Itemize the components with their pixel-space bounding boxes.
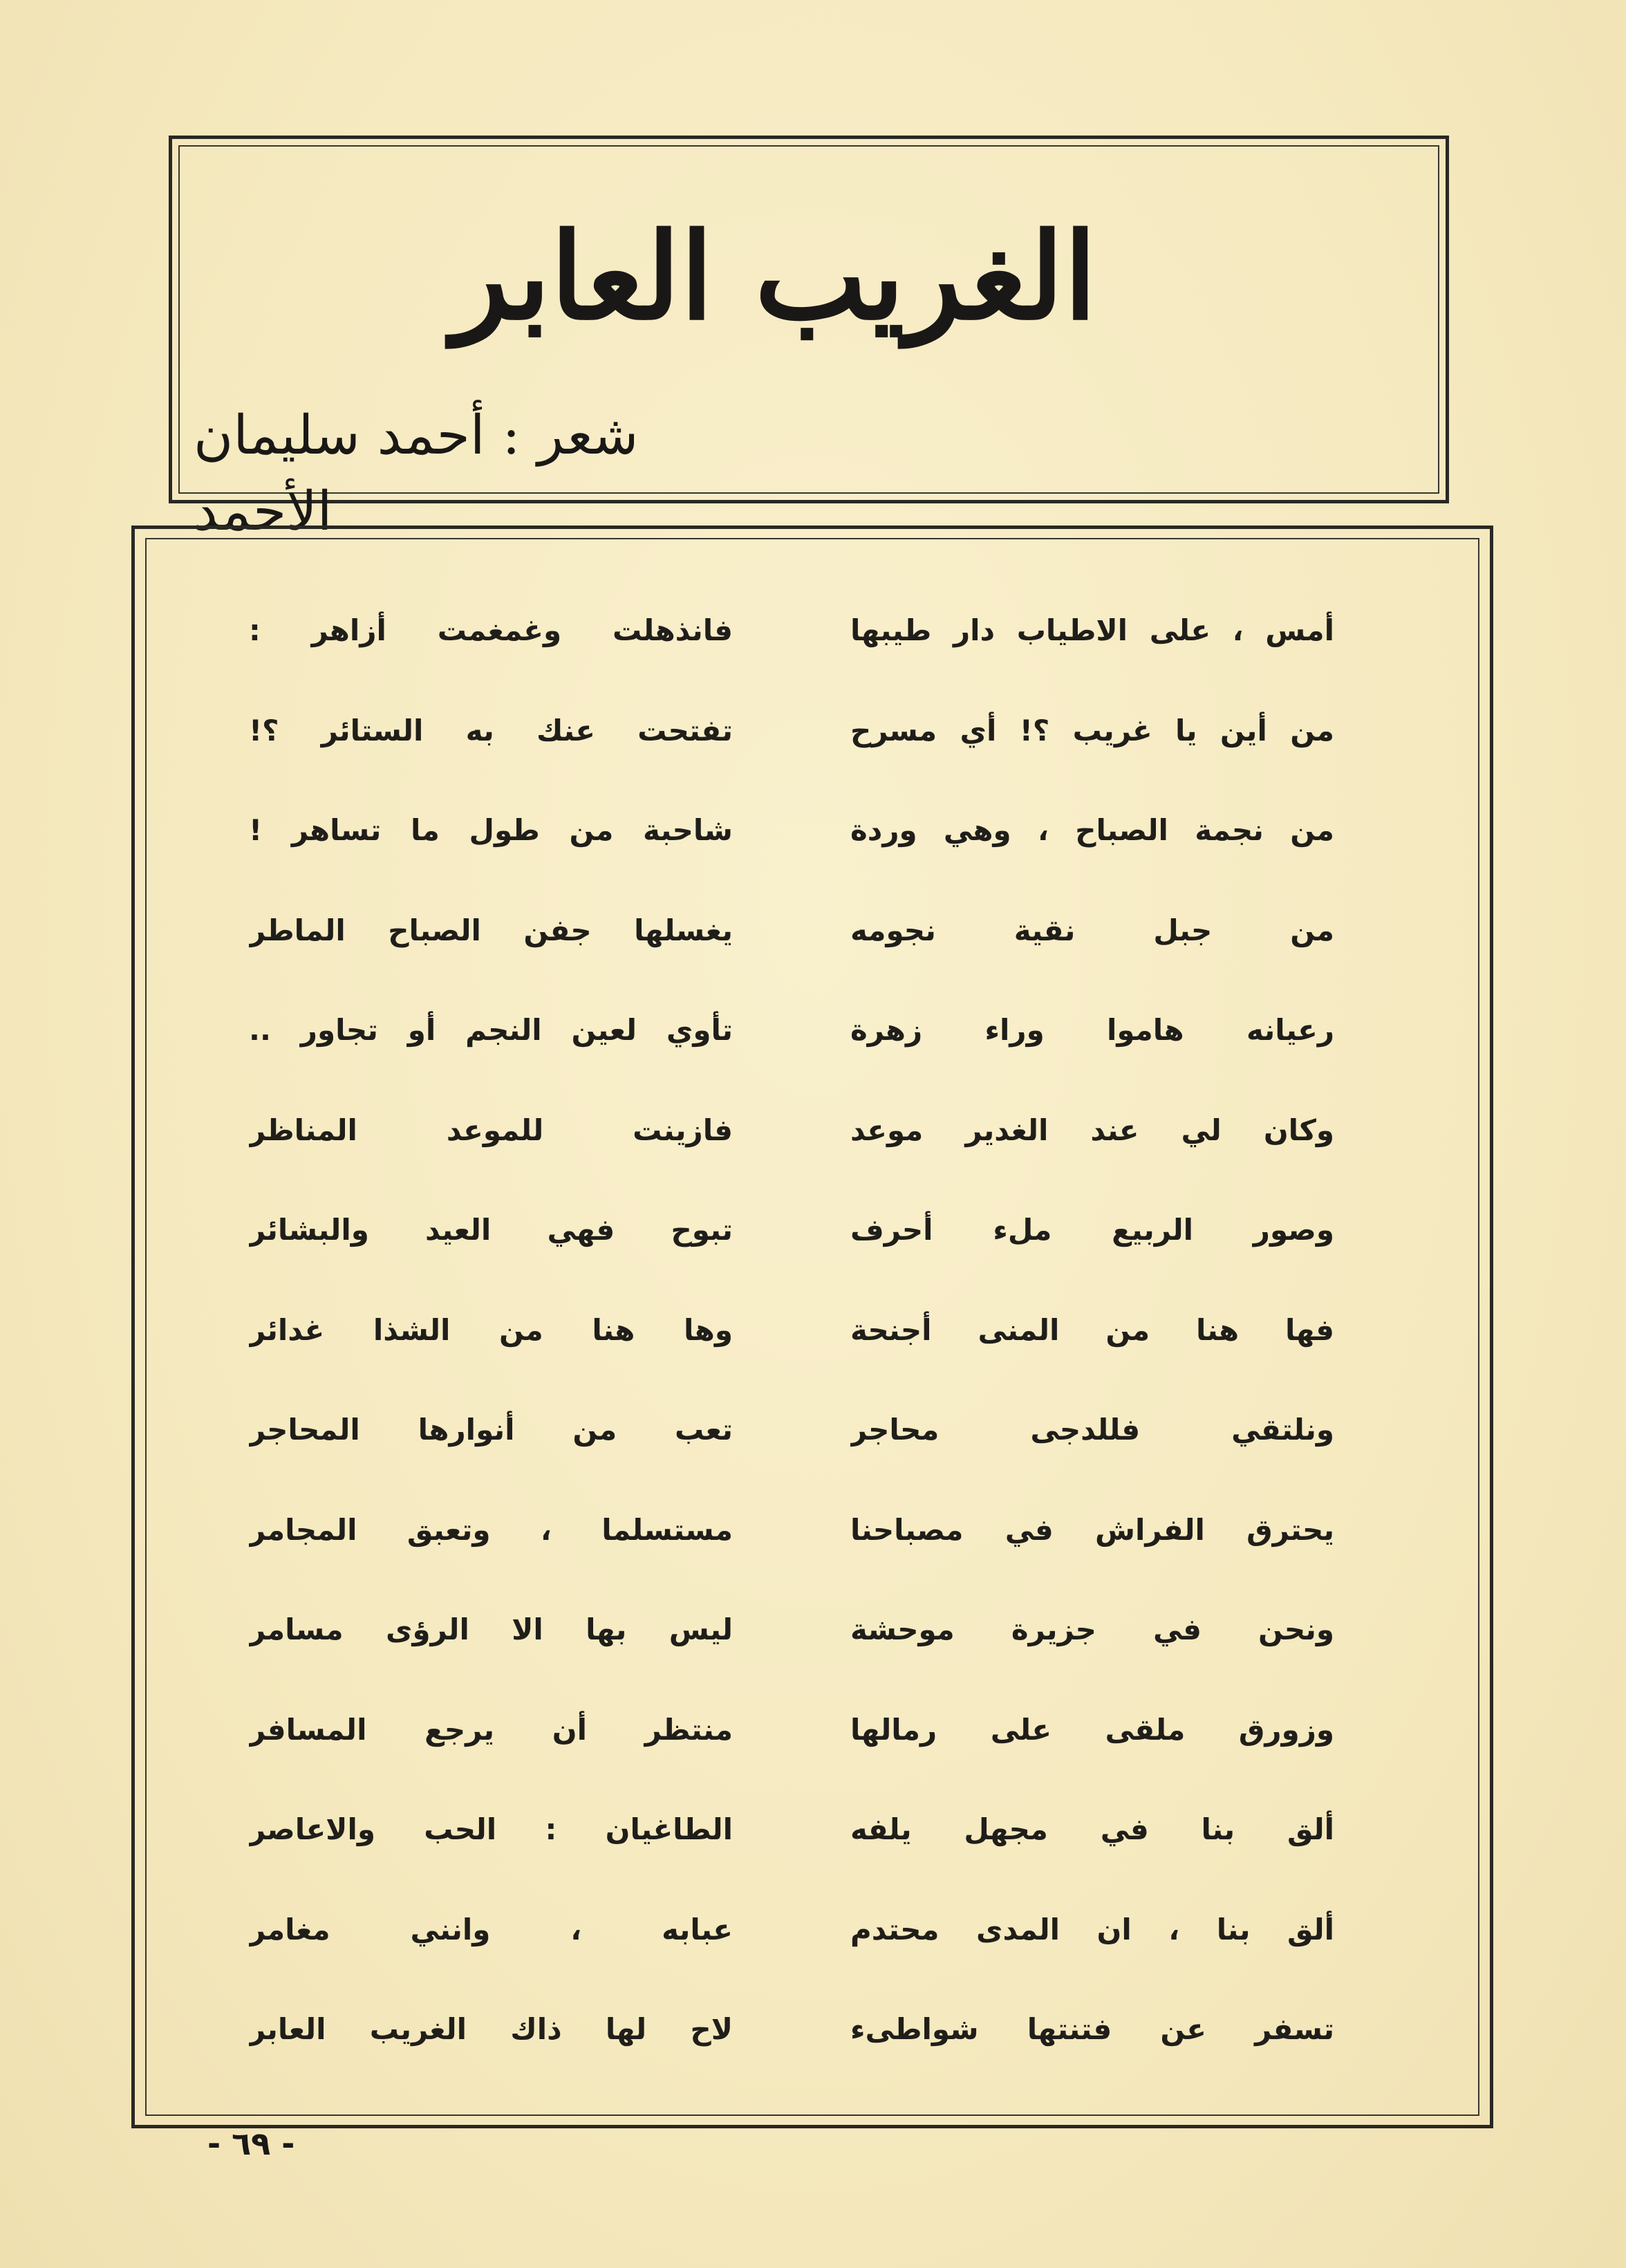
verse-line: تفتحت عنك به الستائر ؟! [249, 713, 733, 747]
verse-line: ليس بها الا الرؤى مسامر [249, 1612, 733, 1646]
verse-line: من أين يا غريب ؟! أي مسرح [850, 713, 1334, 747]
verse-line: أمس ، على الاطياب دار طيبها [850, 613, 1334, 647]
poem-author: شعر : أحمد سليمان الأحمد [194, 405, 639, 543]
page-number: - ٦٩ - [207, 2125, 295, 2162]
verse-line: وها هنا من الشذا غدائر [249, 1312, 733, 1347]
verse-line: مستسلما ، وتعبق المجامر [249, 1512, 733, 1547]
verse-line: عبابه ، وانني مغامر [249, 1912, 733, 1946]
verse-line: تسفر عن فتنتها شواطىء [850, 2012, 1334, 2046]
verse-line: ألق بنا في مجهل يلفه [850, 1812, 1334, 1846]
verse-line: لاح لها ذاك الغريب العابر [249, 2012, 733, 2046]
verse-line: فازينت للموعد المناظر [249, 1113, 733, 1147]
verse-line: فها هنا من المنى أجنحة [850, 1312, 1334, 1347]
verse-line: تبوح فهي العيد والبشائر [249, 1213, 733, 1247]
verse-line: تعب من أنوارها المحاجر [249, 1413, 733, 1447]
verse-line: ألق بنا ، ان المدى محتدم [850, 1912, 1334, 1946]
verse-line: فانذهلت وغمغمت أزاهر : [249, 613, 733, 647]
verse-line: الطاغيان : الحب والاعاصر [249, 1812, 733, 1846]
verse-column-left [249, 596, 733, 2095]
verse-column-right [850, 596, 1334, 2095]
verse-line: وصور الربيع ملء أحرف [850, 1213, 1334, 1247]
verse-line: رعيانه هاموا وراء زهرة [850, 1013, 1334, 1047]
verse-line: ونلتقي فللدجى محاجر [850, 1413, 1334, 1447]
verse-line: يحترق الفراش في مصباحنا [850, 1512, 1334, 1547]
verse-line: ونحن في جزيرة موحشة [850, 1612, 1334, 1646]
verse-line: يغسلها جفن الصباح الماطر [249, 913, 733, 947]
verse-line: من جبل نقية نجومه [850, 913, 1334, 947]
verse-line: منتظر أن يرجع المسافر [249, 1712, 733, 1747]
verse-line: وكان لي عند الغدير موعد [850, 1113, 1334, 1147]
poem-title: الغريب العابر [451, 206, 1097, 346]
verse-line: وزورق ملقى على رمالها [850, 1712, 1334, 1747]
verse-line: شاحبة من طول ما تساهر ! [249, 813, 733, 847]
verse-line: من نجمة الصباح ، وهي وردة [850, 813, 1334, 847]
verse-line: تأوي لعين النجم أو تجاور .. [249, 1013, 733, 1047]
